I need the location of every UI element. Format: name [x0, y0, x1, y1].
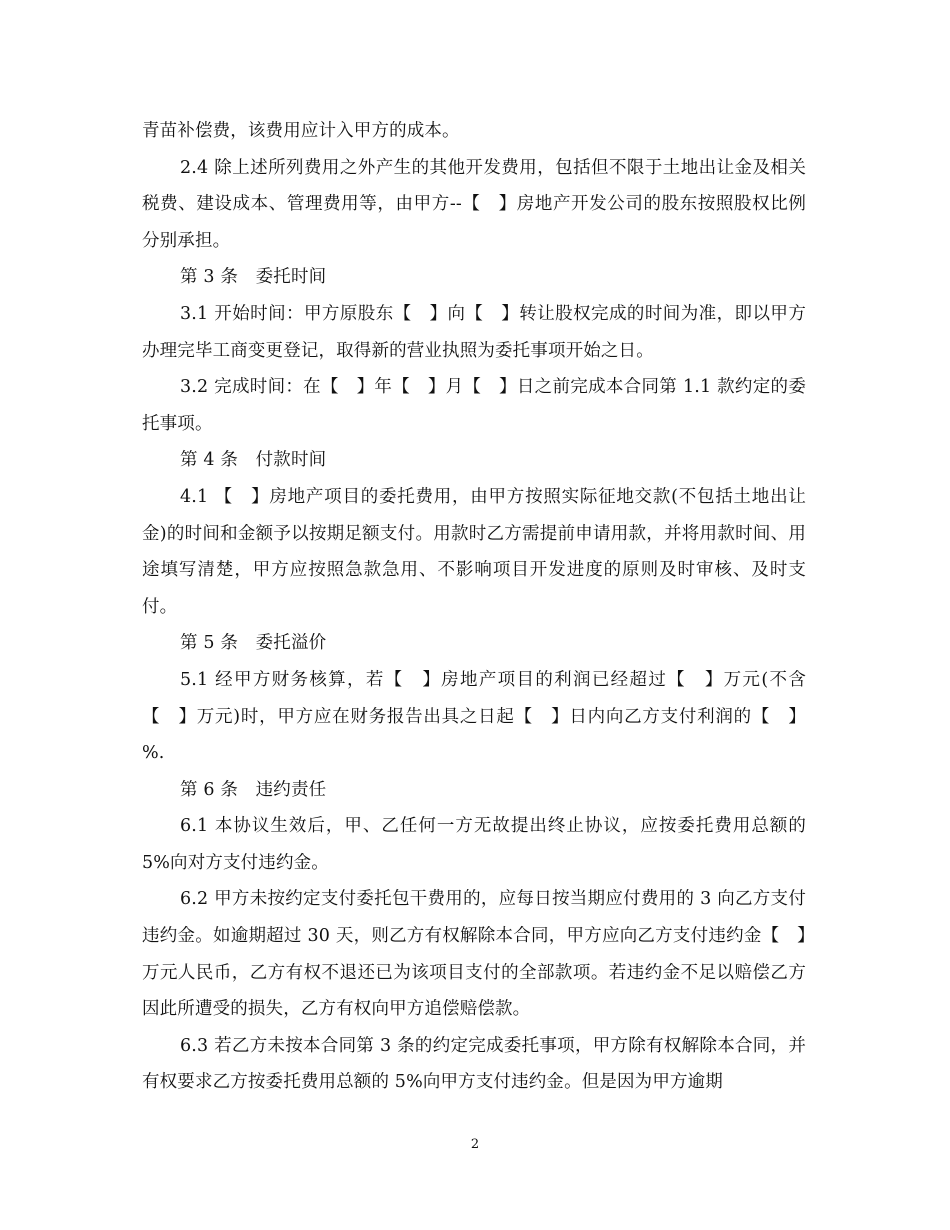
clause-3-2: 3.2 完成时间：在【 】年【 】月【 】日之前完成本合同第 1.1 款约定的委托事项。: [142, 377, 806, 434]
clause-6-3: 6.3 若乙方未按本合同第 3 条的约定完成委托事项，甲方除有权解除本合同，并有权要求乙方按委托费用总额的 5%向甲方支付违约金。但是因为甲方逾期: [142, 1035, 806, 1093]
article-5-heading: 第 5 条 委托溢价: [180, 633, 327, 654]
clause-6-1: 6.1 本协议生效后，甲、乙任何一方无故提出终止协议，应按委托费用总额的 5%向对方支付违约金。: [142, 816, 806, 873]
article-6-heading: 第 6 条 违约责任: [180, 779, 327, 800]
page-number: 2: [470, 1137, 480, 1152]
clause-5-1: 5.1 经甲方财务核算，若【 】房地产项目的利润已经超过【 】万元(不含【 】万元)时，甲方应在财务报告出具之日起【 】日内向乙方支付利润的【 】%.: [142, 669, 806, 764]
clause-3-1: 3.1 开始时间：甲方原股东【 】向【 】转让股权完成的时间为准，即以甲方办理完毕工商变更登记，取得新的营业执照为委托事项开始之日。: [142, 303, 806, 361]
clause-2-4: 2.4 除上述所列费用之外产生的其他开发费用，包括但不限于土地出让金及相关税费、建设成本、管理费用等，由甲方--【 】房地产开发公司的股东按照股权比例分别承担。: [142, 157, 806, 251]
document-body: [142, 113, 806, 1101]
clause-6-2: 6.2 甲方未按约定支付委托包干费用的，应每日按当期应付费用的 3 向乙方支付违约金。如逾期超过 30 天，则乙方有权解除本合同，甲方应向乙方支付违约金【 】万元人民币，乙方有权不退还已为该项目支付的全部款项。若违约金不足以赔偿乙方因此所遭受的损失，乙方有权向甲方追偿赔偿款。: [142, 889, 806, 1020]
clause-4-1: 4.1 【 】房地产项目的委托费用，由甲方按照实际征地交款(不包括土地出让金)的时间和金额予以按期足额支付。用款时乙方需提前申请用款，并将用款时间、用途填写清楚，甲方应按照急款急用、不影响项目开发进度的原则及时审核、及时支付。: [142, 486, 806, 617]
article-3-heading: 第 3 条 委托时间: [180, 267, 327, 288]
paragraph-continuation: 青苗补偿费，该费用应计入甲方的成本。: [142, 121, 460, 141]
article-4-heading: 第 4 条 付款时间: [180, 450, 327, 471]
